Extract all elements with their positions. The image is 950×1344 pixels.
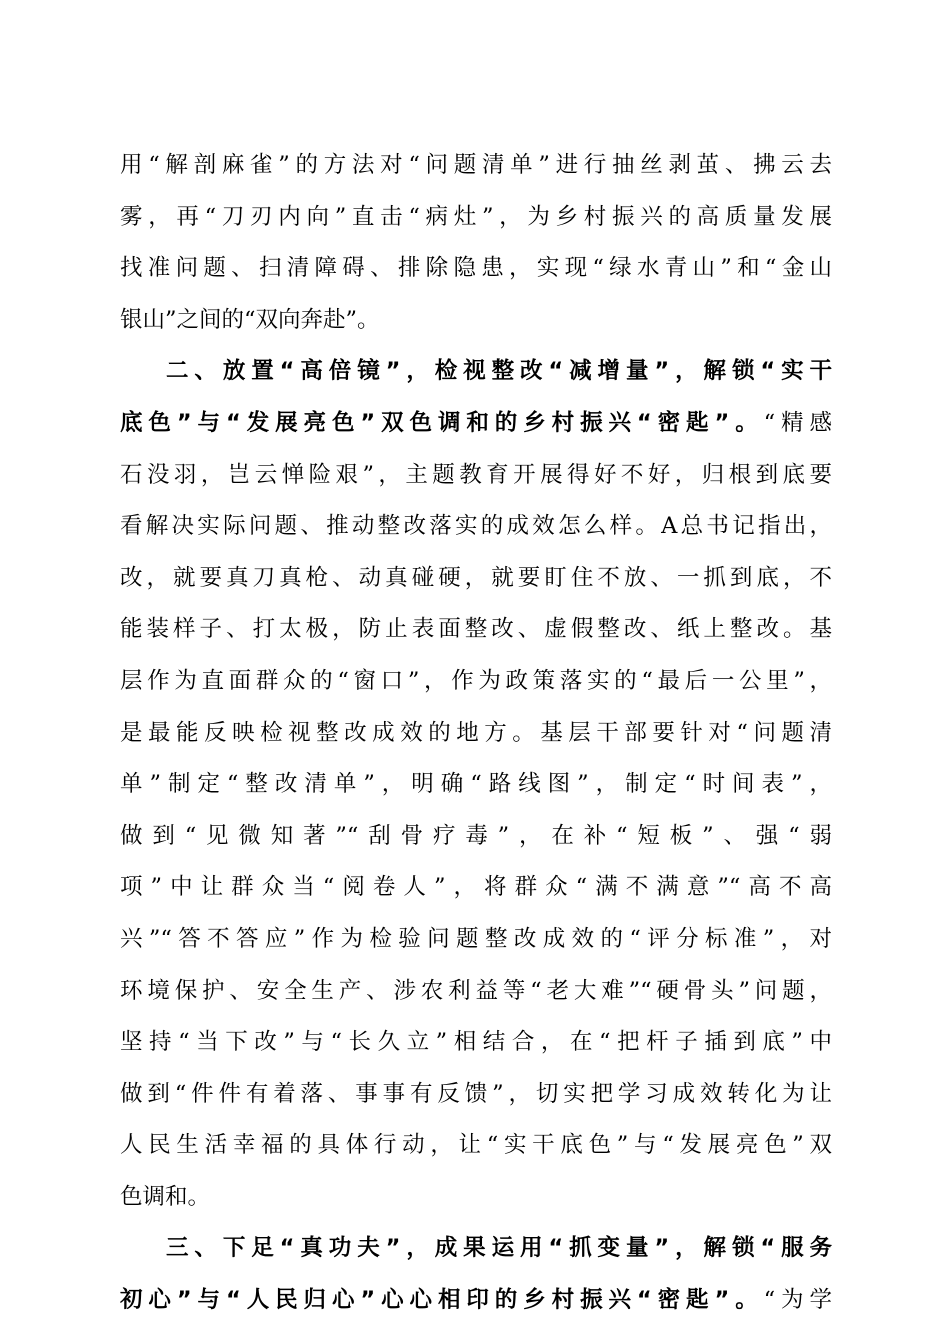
section-heading-line: 三、下足“真功夫”，成果运用“抓变量”，解锁“服务 [166,1235,832,1262]
text-line: 层作为直面群众的“窗口”，作为政策落实的“最后一公里”， [120,667,832,694]
text-line: 雾，再“刀刃内向”直击“病灶”，为乡村振兴的高质量发展 [120,203,832,230]
text-line: 改，就要真刀真枪、动真碰硬，就要盯住不放、一抓到底，不 [120,564,832,591]
paragraph-3 [120,1223,832,1326]
text-line: 环境保护、安全生产、涉农利益等“老大难”“硬骨头”问题， [120,977,832,1004]
section-heading-line: 底色”与“发展亮色”双色调和的乡村振兴“密匙”。 [120,409,764,436]
text-line [120,1275,832,1327]
text-line: 单”制定“整改清单”，明确“路线图”，制定“时间表”， [120,771,832,798]
section-heading-line: 二、放置“高倍镜”，检视整改“减增量”，解锁“实干 [166,358,832,385]
text-line: 人民生活幸福的具体行动，让“实干底色”与“发展亮色”双 [120,1132,832,1159]
text-line: 石没羽，岂云惮险艰”，主题教育开展得好不好，归根到底要 [120,461,832,488]
paragraph-1 [120,140,832,346]
text-line: 能装样子、打太极，防止表面整改、虚假整改、纸上整改。基 [120,616,832,643]
text-line: 做到“见微知著”“刮骨疗毒”，在补“短板”、强“弱 [120,822,832,849]
text-line [120,398,832,450]
text-line: 用“解剖麻雀”的方法对“问题清单”进行抽丝剥茧、拂云去 [120,152,832,178]
text-line: 找准问题、扫清障碍、排除隐患，实现“绿水青山”和“金山 [120,255,832,282]
text-fragment: “为学 [763,1287,832,1314]
text-line: 是最能反映检视整改成效的地方。基层干部要针对“问题清 [120,719,832,746]
text-line: 色调和。 [120,1183,211,1210]
document-body [120,140,832,1327]
text-line: 银山”之间的“双向奔赴”。 [120,306,380,333]
section-heading-line: 初心”与“人民归心”心心相印的乡村振兴“密匙”。 [120,1287,764,1314]
text-fragment: “精感 [763,409,832,436]
text-line: 坚持“当下改”与“长久立”相结合，在“把杆子插到底”中 [120,1029,832,1056]
text-line: 项”中让群众当“阅卷人”，将群众“满不满意”“高不高 [120,874,832,901]
text-line: 兴”“答不答应”作为检验问题整改成效的“评分标准”，对 [120,925,832,952]
paragraph-2 [120,346,832,1223]
text-line: 看解决实际问题、推动整改落实的成效怎么样。A总书记指出， [120,513,832,540]
text-line: 做到“件件有着落、事事有反馈”，切实把学习成效转化为让 [120,1080,832,1107]
